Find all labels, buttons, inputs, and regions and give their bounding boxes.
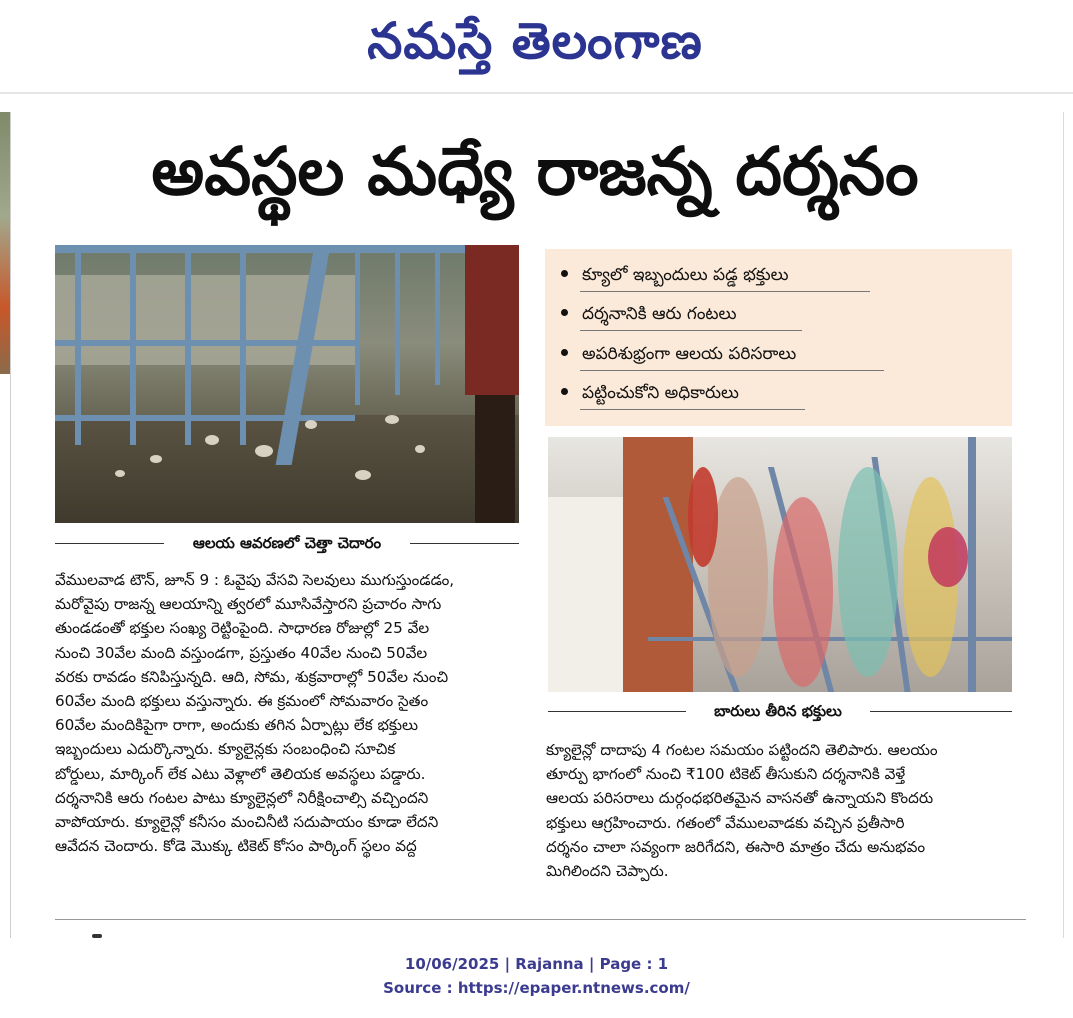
masthead-title: నమస్తే తెలంగాణ xyxy=(367,11,703,70)
article-line: తూర్పు భాగంలో నుంచి ₹100 టికెట్ తీసుకుని దర్శనానికి వెళ్తే xyxy=(546,765,906,784)
article-line: భక్తులు ఆగ్రహించారు. గతంలో వేములవాడకు వచ్చిన ప్రతీసారి xyxy=(546,813,905,832)
masthead-divider xyxy=(0,92,1073,94)
article-line: 60వేల మందికిపైగా రాగా, అందుకు తగిన ఏర్పాట్లు లేక భక్తులు xyxy=(55,716,419,735)
article-line: దర్శనానికి ఆరు గంటల పాటు క్యూలైన్లలో నిరీక్షించాల్సి వచ్చిందని xyxy=(55,788,429,807)
highlight-item: పట్టించుకోని అధికారులు xyxy=(561,378,739,408)
adjacent-photo-strip xyxy=(0,112,10,374)
photo-caption: ఆలయ ఆవరణలో చెత్తా చెదారం xyxy=(164,532,410,554)
article-line: క్యూలైన్లో దాదాపు 4 గంటల సమయం పట్టిందని తెలిపారు. ఆలయం xyxy=(546,741,938,759)
bullet-icon xyxy=(561,349,568,356)
source-link[interactable]: Source : https://epaper.ntnews.com/ xyxy=(383,979,690,997)
article-line: మరోవైపు రాజన్న ఆలయాన్ని త్వరలో మూసివేస్తారని ప్రచారం సాగు xyxy=(55,595,442,614)
article-line: ఆవేదన చెందారు. కోడె మొక్కు టికెట్ కోసం పార్కింగ్ స్థలం వద్ద xyxy=(55,837,417,856)
garbage-photo xyxy=(55,245,519,523)
article-line: వరకు రావడం కనిపిస్తున్నది. ఆది, సోమ, శుక్రవారాల్లో 50వేల నుంచి xyxy=(55,667,449,686)
article-line: వాపోయారు. క్యూలైన్లో కనీసం మంచినీటి సదుపాయం కూడా లేదని xyxy=(55,813,439,832)
bullet-icon xyxy=(561,270,568,277)
page-info: 10/06/2025 | Rajanna | Page : 1 xyxy=(404,955,669,973)
highlights-box xyxy=(545,249,1012,426)
article-line: ఆలయ పరిసరాలు దుర్గంధభరితమైన వాసనతో ఉన్నాయని కొందరు xyxy=(546,789,934,808)
headline: అవస్థల మధ్యే రాజన్న దర్శనం xyxy=(151,133,919,210)
article-line: నుంచి 30వేల మంది వస్తుండగా, ప్రస్తుతం 40వేల నుంచి 50వేల xyxy=(55,643,428,662)
article-line: మిగిలిందని చెప్పారు. xyxy=(546,862,669,881)
footer-divider xyxy=(55,919,1026,920)
article-line: బోర్డులు, మార్కింగ్ లేక ఎటు వెళ్లాలో తెలియక అవస్థలు పడ్డారు. xyxy=(55,764,426,783)
bullet-icon xyxy=(561,388,568,395)
queue-photo xyxy=(548,437,1012,692)
highlight-item: దర్శనానికి ఆరు గంటలు xyxy=(561,299,737,329)
photo-caption: బారులు తీరిన భక్తులు xyxy=(686,700,870,722)
article-right-column xyxy=(546,738,1014,883)
article-line: దర్శనం చాలా సవ్యంగా జరిగేదని, ఈసారి మాత్రం చేదు అనుభవం xyxy=(546,837,926,856)
article-line: వేములవాడ టౌన్, జూన్ 9 : ఓవైపు వేసవి సెలవులు ముగుస్తుండడం, xyxy=(55,571,455,589)
bullet-icon xyxy=(561,309,568,316)
column-end-mark xyxy=(92,934,102,938)
article-line: 60వేల మంది భక్తులు వస్తున్నారు. ఈ క్రమంలో సోమవారం సైతం xyxy=(55,692,429,711)
article-line: తుండడంతో భక్తుల సంఖ్య రెట్టింపైంది. సాధారణ రోజుల్లో 25 వేల xyxy=(55,619,430,638)
article-left-column xyxy=(55,568,521,858)
highlight-item: అపరిశుభ్రంగా ఆలయ పరిసరాలు xyxy=(561,339,796,369)
left-column-rule xyxy=(10,112,11,938)
article-line: ఇబ్బందులు ఎదుర్కొన్నారు. క్యూలైన్లకు సంబంధించి సూచిక xyxy=(55,740,396,759)
highlight-item: క్యూలో ఇబ్బందులు పడ్డ భక్తులు xyxy=(561,260,789,290)
right-column-rule xyxy=(1063,112,1064,938)
